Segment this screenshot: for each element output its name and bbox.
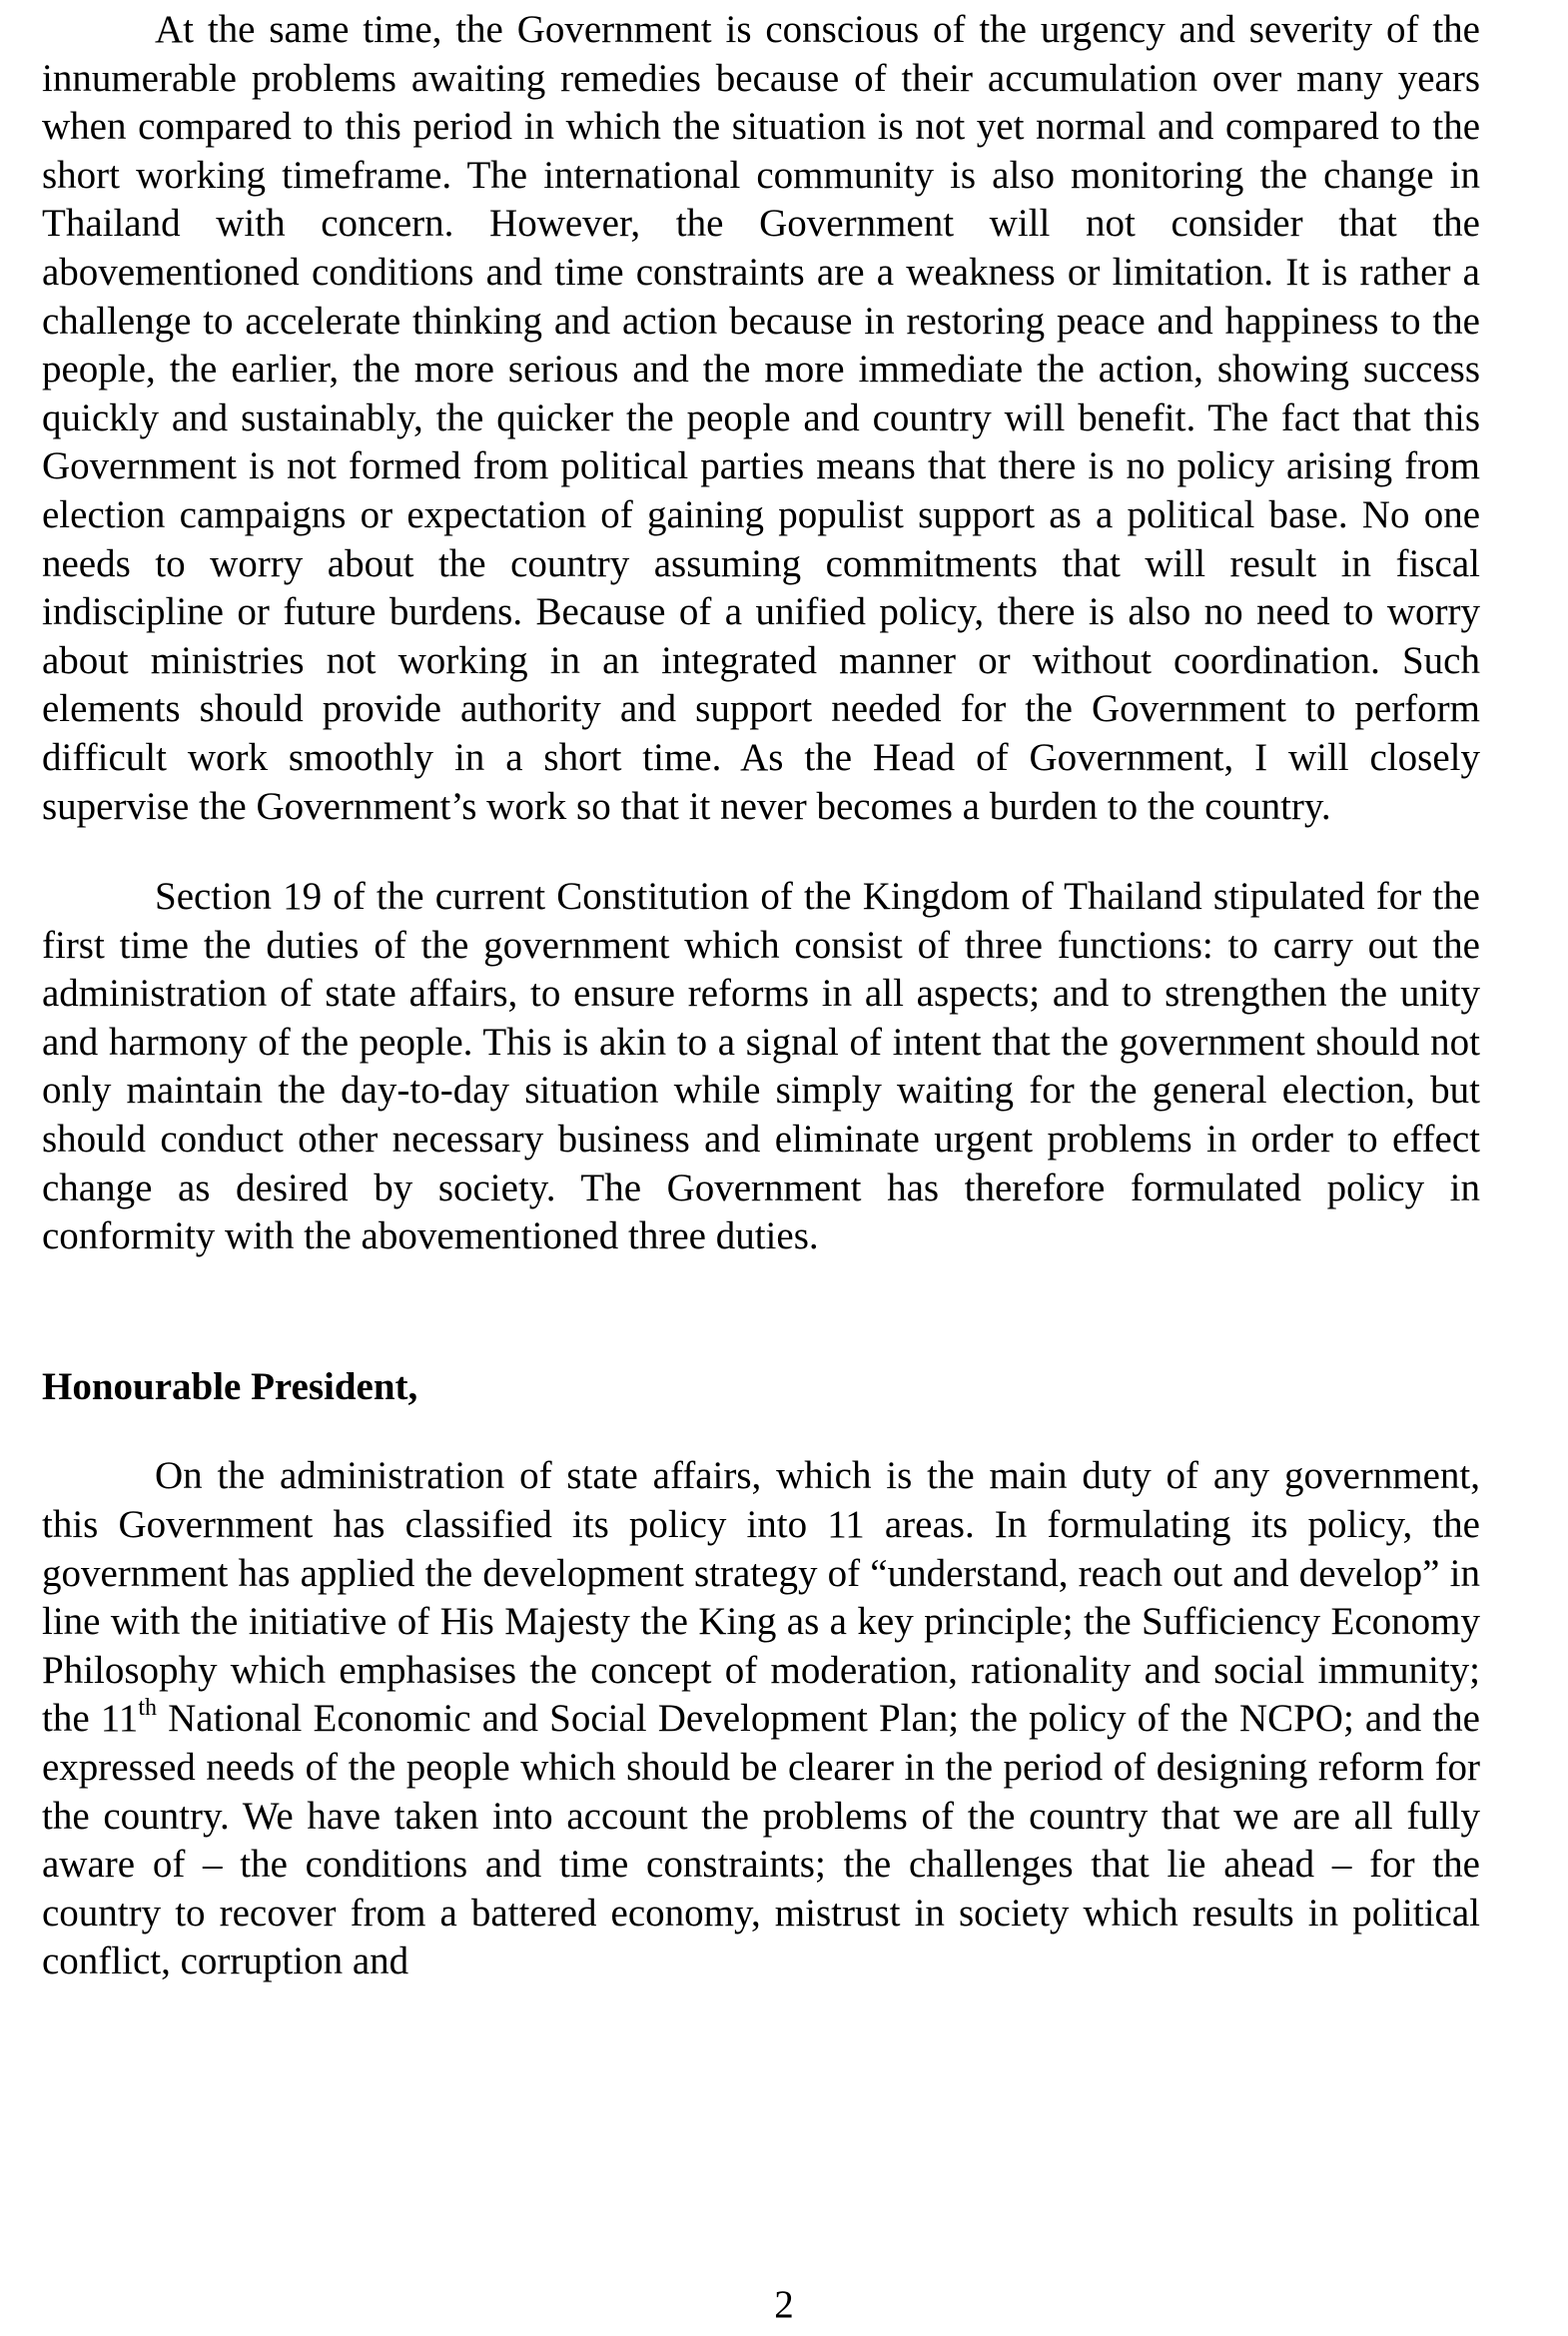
body-paragraph: Section 19 of the current Constitution of the Kingdom of Thailand stipulated for the first time the duties of the government which consist of three functions: to carry out the administration of state affairs, to ensure reforms in all aspects; and to strengthen the unity and harmony of the people. This is akin to a signal of intent that the government should not only maintain the day-to-day situation while simply waiting for the general election, but should conduct other necessary business and eliminate urgent problems in order to effect change as desired by society. The Government has therefore formulated policy in conformity with the abovementioned three duties. [42,875,1480,1258]
page-number: 2 [774,2283,794,2326]
document-page [42,6,1480,1986]
ordinal-superscript: th [138,1695,157,1722]
body-paragraph [42,1452,1480,1986]
section-heading: Honourable President, [42,1364,418,1408]
paragraph-text: National Economic and Social Development Plan; the policy of the NCPO; and the expressed needs of the people which should be clearer in the period of designing reform for the country. We have taken into account the problems of the country that we are all fully aware of – the conditions and time constraints; the challenges that lie ahead – for the country to recover from a battered economy, mistrust in society which results in political conflict, corruption and [42,1697,1480,1983]
body-paragraph: At the same time, the Government is conscious of the urgency and severity of the innumerable problems awaiting remedies because of their accumulation over many years when compared to this period in which the situation is not yet normal and compared to the short working timeframe. The international community is also monitoring the change in Thailand with concern. However, the Government will not consider that the abovementioned conditions and time constraints are a weakness or limitation. It is rather a challenge to accelerate thinking and action because in restoring peace and happiness to the people, the earlier, the more serious and the more immediate the action, showing success quickly and sustainably, the quicker the people and country will benefit. The fact that this Government is not formed from political parties means that there is no policy arising from election campaigns or expectation of gaining populist support as a political base. No one needs to worry about the country assuming commitments that will result in fiscal indiscipline or future burdens. Because of a unified policy, there is also no need to worry about ministries not working in an integrated manner or without coordination. Such elements should provide authority and support needed for the Government to perform difficult work smoothly in a short time. As the Head of Government, I will closely supervise the Government’s work so that it never becomes a burden to the country. [42,8,1480,828]
paragraph-text: On the administration of state affairs, which is the main duty of any government, this Government has classified its policy into 11 areas. In formulating its policy, the government has applied the development strategy of “understand, reach out and develop” in line with the initiative of His Majesty the King as a key principle; the Sufficiency Economy Philosophy which emphasises the concept of moderation, rationality and social immunity; the 11 [42,1454,1480,1741]
